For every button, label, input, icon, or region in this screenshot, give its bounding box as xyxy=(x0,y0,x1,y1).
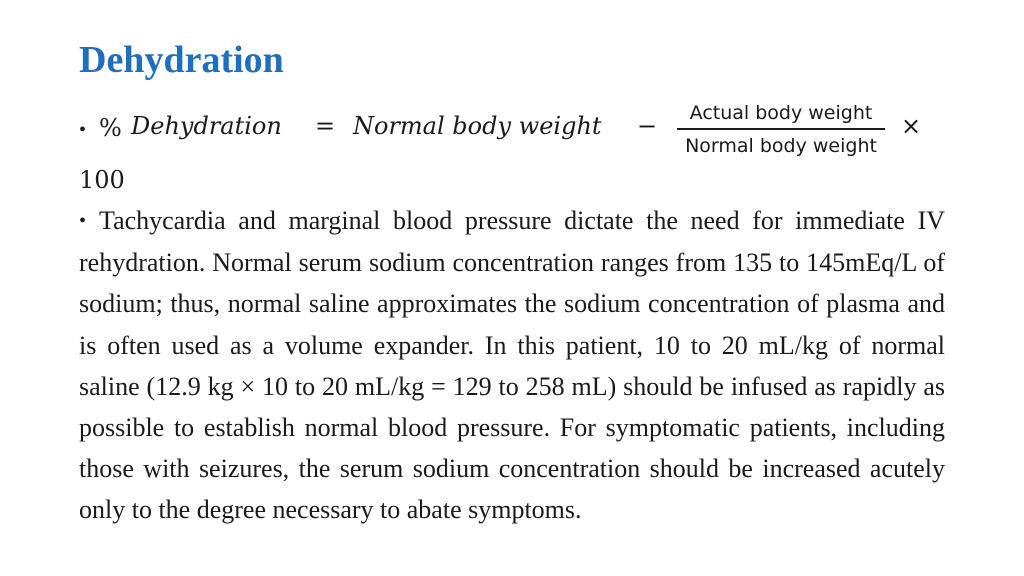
fraction-denominator: Normal body weight xyxy=(685,135,877,157)
slide-title: Dehydration xyxy=(79,39,284,81)
bullet-marker: • xyxy=(79,210,87,232)
formula-minus: − xyxy=(637,112,658,140)
formula-rhs: Normal body weight xyxy=(353,112,602,140)
fraction-numerator: Actual body weight xyxy=(689,102,873,124)
body-paragraph-text: Tachycardia and marginal blood pressure dictate the need for immediate IV rehydration. Normal serum sodium concentration ranges from 135 to 145mEq/L of sodium; thus, normal saline approximates the sodium concentration of plasma and is often used as a volume expander. In this patient, 10 to 20 mL/kg of normal saline (12.9 kg × 10 to 20 mL/kg = 129 to 258 mL) should be infused as rapidly as possible to establish normal blood pressure. For symptomatic patients, including those with seizures, the serum sodium concentration should be increased acutely only to the degree necessary to abate symptoms. xyxy=(79,206,945,525)
formula-equals: = xyxy=(315,112,336,140)
formula-times: × xyxy=(901,112,922,140)
body-paragraph xyxy=(79,200,945,531)
bullet-marker: • xyxy=(79,119,87,141)
formula-constant: 100 xyxy=(79,166,125,194)
fraction-bar xyxy=(677,128,885,130)
formula-percent: % xyxy=(99,114,122,142)
dehydration-formula xyxy=(79,100,949,160)
formula-fraction xyxy=(673,100,889,159)
formula-lhs: Dehydration xyxy=(131,112,282,140)
